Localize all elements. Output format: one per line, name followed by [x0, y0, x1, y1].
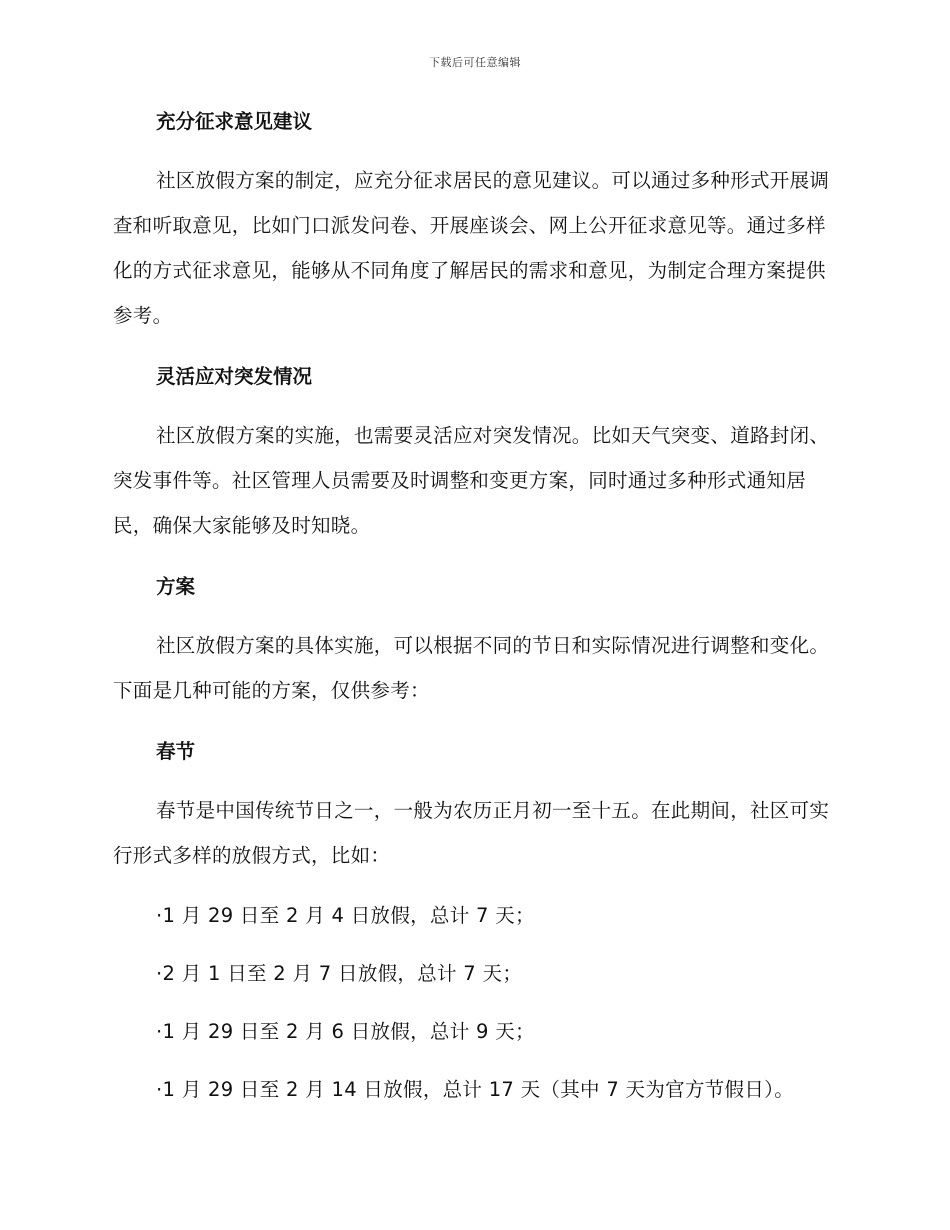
- section-heading-feedback: 充分征求意见建议: [156, 110, 313, 133]
- section-paragraph-feedback: 社区放假方案的制定，应充分征求居民的意见建议。可以通过多种形式开展调查和听取意见，比如门口派发问卷、开展座谈会、网上公开征求意见等。通过多样化的方式征求意见，能够从不同角度了解居民的需求和意见，为制定合理方案提供参考。: [113, 169, 830, 327]
- section-heading-emergency: 灵活应对突发情况: [156, 365, 313, 388]
- section-heading-plan: 方案: [156, 575, 196, 598]
- section-paragraph-spring-festival: 春节是中国传统节日之一，一般为农历正月初一至十五。在此期间，社区可实行形式多样的放假方式，比如：: [113, 799, 830, 867]
- document-content: [113, 108, 833, 1104]
- list-item: ·1 月 29 日至 2 月 6 日放假，总计 9 天；: [156, 1020, 535, 1043]
- list-item: ·1 月 29 日至 2 月 14 日放假，总计 17 天（其中 7 天为官方节假日）。: [156, 1078, 794, 1101]
- list-item: ·2 月 1 日至 2 月 7 日放假，总计 7 天；: [156, 962, 523, 985]
- list-item: ·1 月 29 日至 2 月 4 日放假，总计 7 天；: [156, 904, 535, 927]
- header-note: 下载后可任意编辑: [429, 56, 521, 69]
- section-paragraph-emergency: 社区放假方案的实施，也需要灵活应对突发情况。比如天气突变、道路封闭、突发事件等。社区管理人员需要及时调整和变更方案，同时通过多种形式通知居民，确保大家能够及时知晓。: [113, 424, 830, 537]
- section-heading-spring-festival: 春节: [156, 740, 196, 763]
- section-paragraph-plan: 社区放假方案的具体实施，可以根据不同的节日和实际情况进行调整和变化。下面是几种可能的方案，仅供参考：: [113, 634, 830, 702]
